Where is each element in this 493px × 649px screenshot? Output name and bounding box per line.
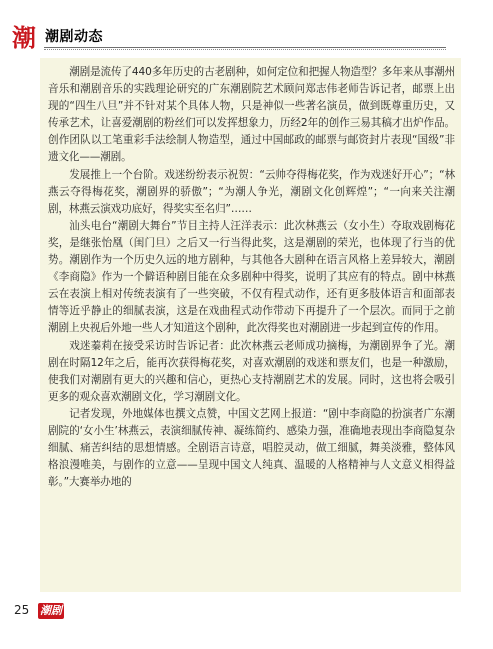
- chaoju-logo-icon: [9, 22, 39, 52]
- logo-glyph: 潮: [12, 23, 36, 52]
- footer-logo: 潮剧: [40, 604, 62, 617]
- article-paragraph-1: 潮剧是流传了440多年历史的古老剧种，如何定位和把握人物造型？多年来从事潮州音乐和潮剧音乐的实践理论研究的广东潮剧院艺术顾问郑志伟老师告诉记者，邮票上出现的“四生八旦”并不针对某个具体人物，只是神似一些著名演员，做到既尊重历史，又传承艺术，让喜爱潮剧的粉丝们可以发挥想象力，历经2年的创作三易其稿才出炉作品。创作团队以工笔重彩手法绘制人物造型，通过中国邮政的邮票与邮资封片表现“国级”非遗文化——潮剧。: [48, 66, 455, 164]
- header-dotted-divider: [44, 49, 446, 51]
- article-paragraph-3: 汕头电台“潮剧大舞台”节目主持人汪洋表示：此次林燕云（女小生）夺取戏剧梅花奖，是继张怡凰（闺门旦）之后又一行当得此奖，这是潮剧的荣光，也体现了行当的优势。潮剧作为一个历史久远的地方剧种，与其他各大剧种在语言风格上差异较大，潮剧《李商隐》作为一个僻语种剧目能在众多剧种中得奖，说明了其应有的特点。剧中林燕云在表演上相对传统表演有了一些突破，不仅有程式动作，还有更多肢体语言和面部表情等近乎静止的细腻表演，这是在戏曲程式动作带动下再提升了一个层次。而同于之前潮剧上央视后外地一些人才知道这个剧种，此次得奖也对潮剧进一步起到宣传的作用。: [48, 219, 455, 335]
- section-title: 潮剧动态: [45, 29, 103, 45]
- article-paragraph-2: 发展推上一个台阶。戏迷纷纷表示祝贺：“云帅夺得梅花奖，作为戏迷好开心”；“林燕云夺得梅花奖，潮剧界的骄傲”；“为潮人争光，潮剧文化创辉煌”；“一向来关注潮剧，林燕云演戏功底好，得奖实至名归”……: [48, 168, 455, 215]
- article-paragraph-4: 戏迷蓁莉在接受采访时告诉记者：此次林燕云老师成功摘梅，为潮剧界争了光。潮剧在时隔12年之后，能再次获得梅花奖，对喜欢潮剧的戏迷和票友们，也是一种激励，使我们对潮剧有更大的兴趣和信心，更热心支持潮剧艺术的发展。同时，这也将会吸引更多的观众喜欢潮剧文化，学习潮剧文化。: [48, 339, 455, 403]
- header-divider: [44, 47, 446, 48]
- article-body: [40, 58, 461, 592]
- page-header: [0, 0, 493, 56]
- page-number: 25: [14, 603, 30, 617]
- article-paragraph-5: 记者发现，外地媒体也撰文点赞，中国文艺网上报道：“剧中李商隐的扮演者广东潮剧院的‘女小生’林燕云，表演细腻传神、凝练简约、感染力强，准确地表现出李商隐复杂细腻、痛苦纠结的思想情感。全剧语言诗意，唱腔灵动，做工细腻，舞美淡雅，整体风格浪漫唯美，与剧作的立意——呈现中国文人纯真、温暖的人格精神与人文意义相得益彰。”大赛举办地的: [48, 407, 455, 489]
